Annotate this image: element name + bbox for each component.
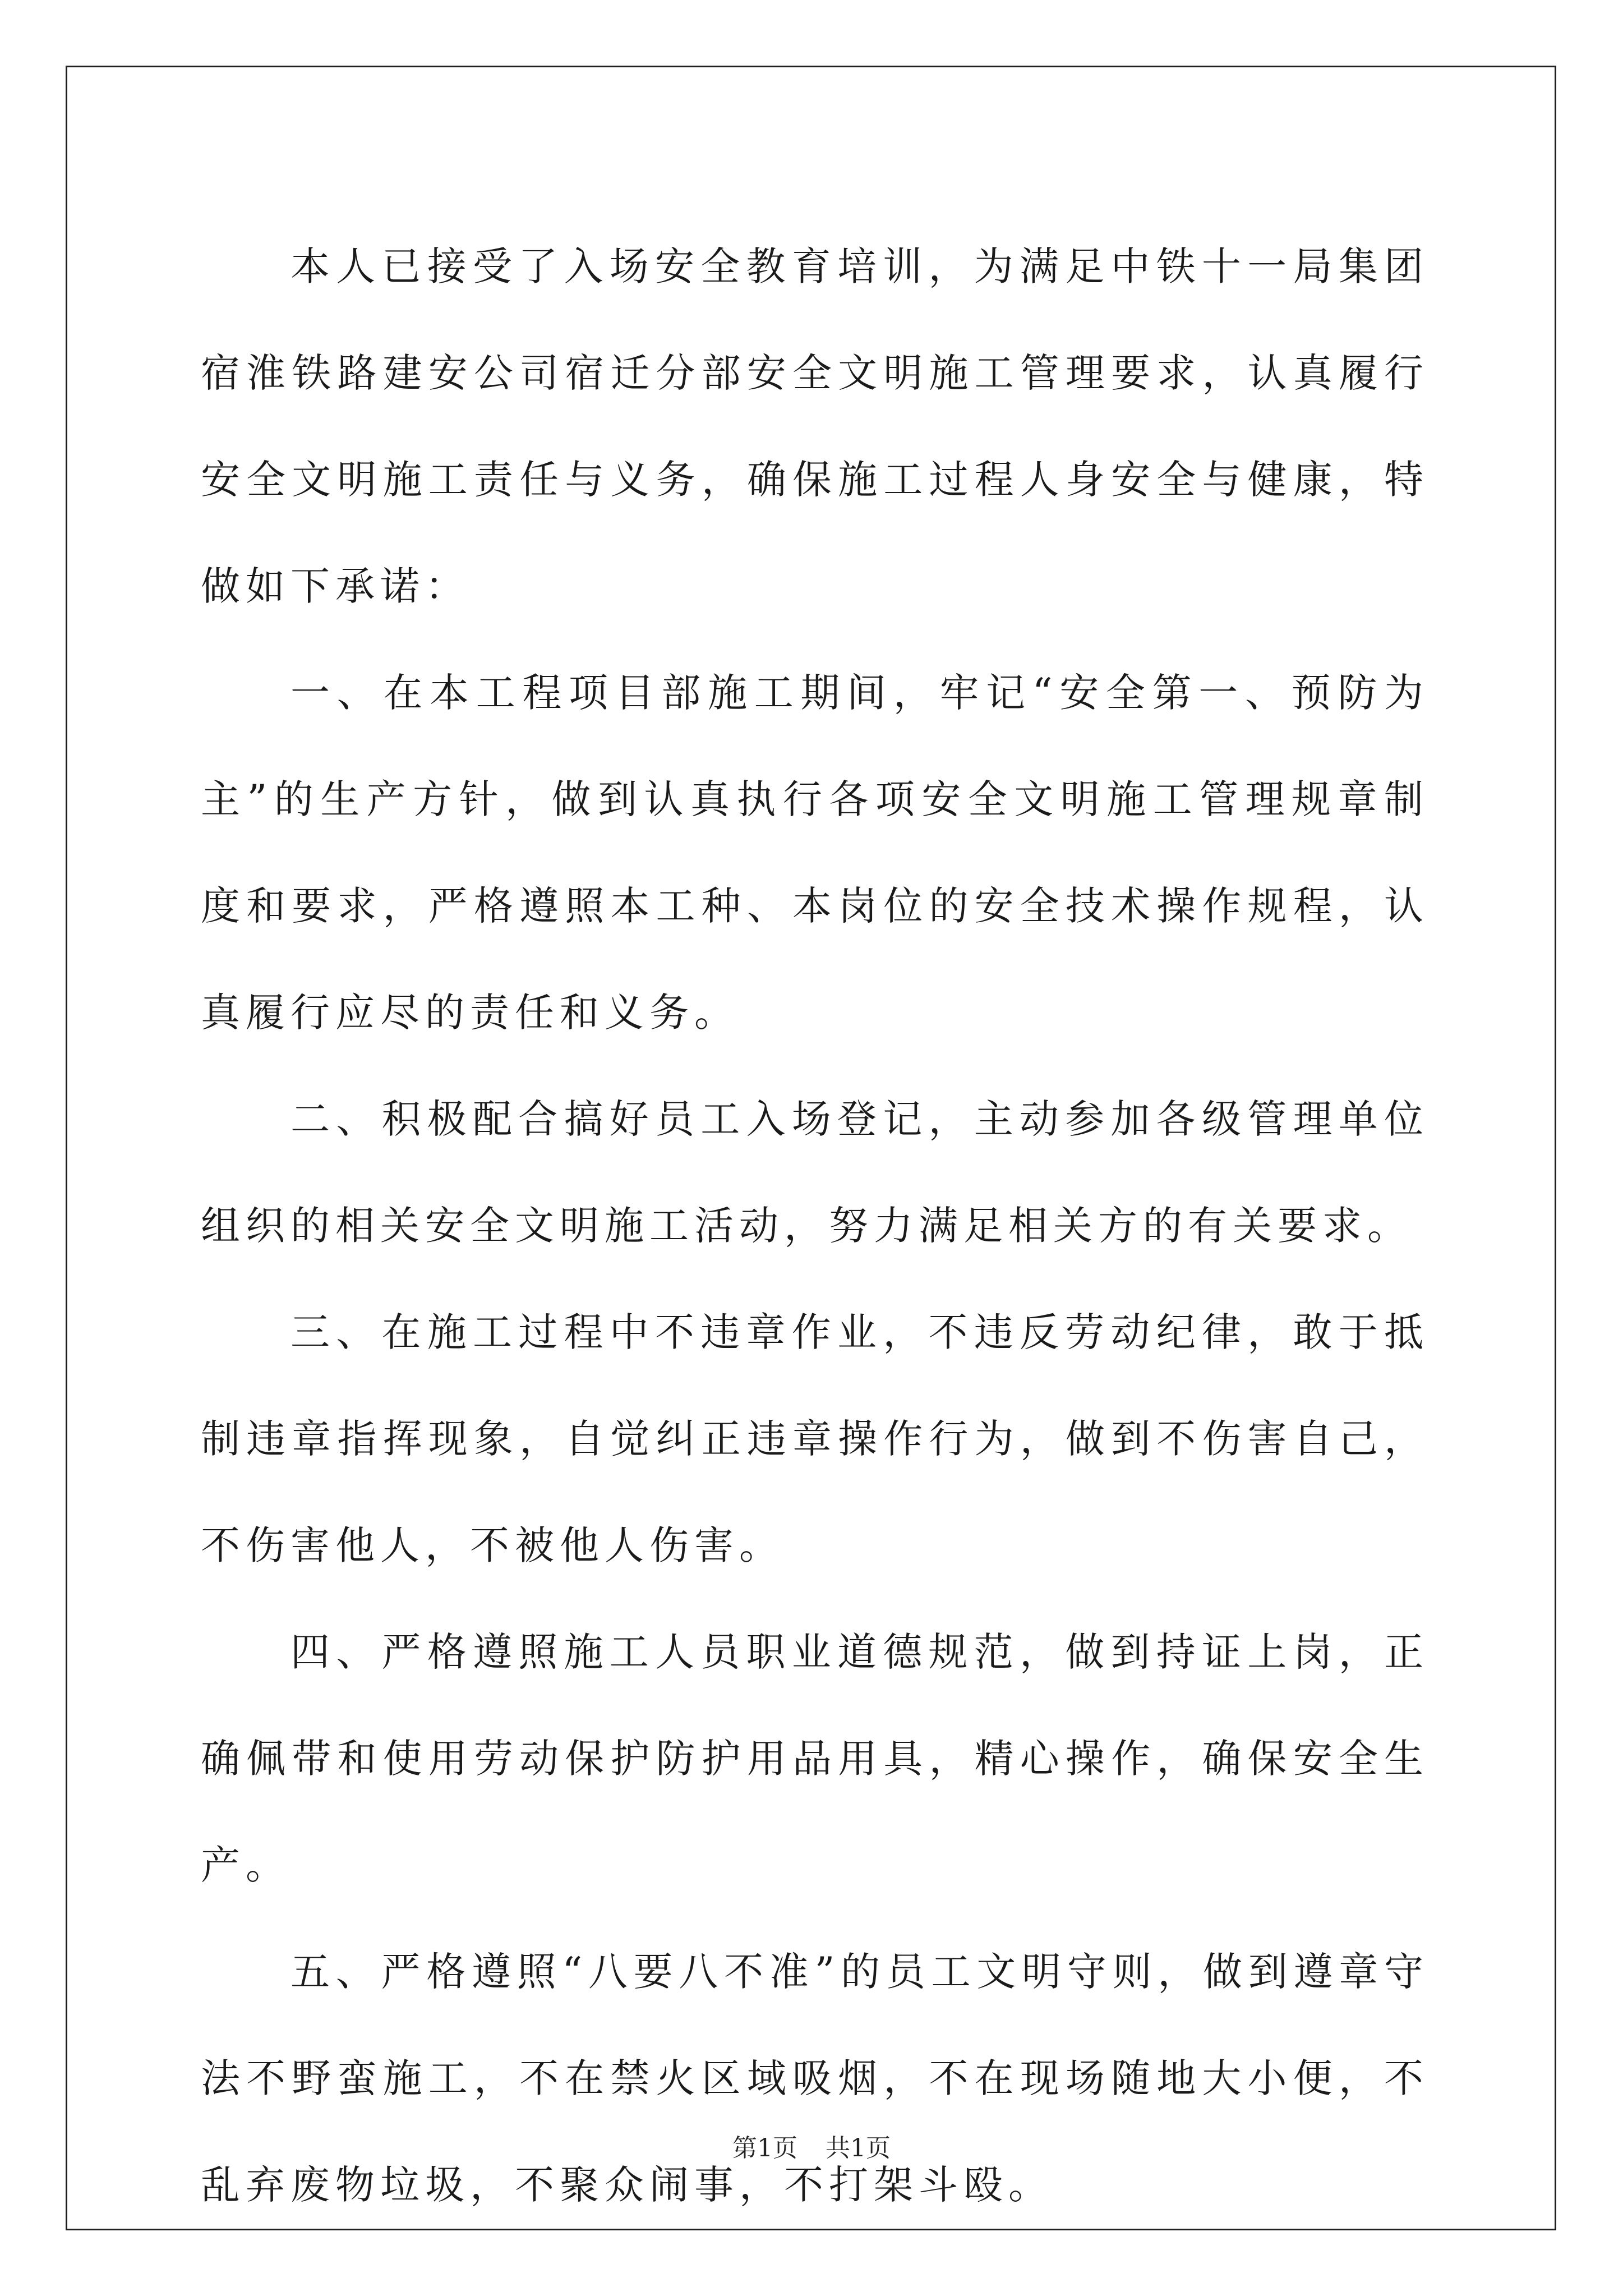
paragraph-item-3: 三、在施工过程中不违章作业，不违反劳动纪律，敢于抵制违章指挥现象，自觉纠正违章操作行为，做到不伤害自己，不伤害他人，不被他人伤害。 <box>201 1309 1429 1568</box>
page-footer <box>0 2132 1623 2165</box>
document-body <box>201 213 1429 2238</box>
paragraph-item-4: 四、严格遵照施工人员职业道德规范，做到持证上岗，正确佩带和使用劳动保护防护用品用具，精心操作，确保安全生产。 <box>201 1629 1429 1888</box>
paragraph-item-5: 五、严格遵照“八要八不准”的员工文明守则，做到遵章守法不野蛮施工，不在禁火区域吸烟，不在现场随地大小便，不乱弃废物垃圾，不聚众闹事，不打架斗殴。 <box>201 1949 1429 2208</box>
paragraph-intro: 本人已接受了入场安全教育培训，为满足中铁十一局集团宿淮铁路建安公司宿迁分部安全文明施工管理要求，认真履行安全文明施工责任与义务，确保施工过程人身安全与健康，特做如下承诺： <box>201 243 1429 609</box>
page-number: 第1页 <box>732 2134 797 2162</box>
paragraph-item-1: 一、在本工程项目部施工期间，牢记“安全第一、预防为主”的生产方针，做到认真执行各项安全文明施工管理规章制度和要求，严格遵照本工种、本岗位的安全技术操作规程，认真履行应尽的责任和义务。 <box>201 670 1429 1036</box>
paragraph-item-2: 二、积极配合搞好员工入场登记，主动参加各级管理单位组织的相关安全文明施工活动，努力满足相关方的有关要求。 <box>201 1096 1429 1249</box>
page-total: 共1页 <box>826 2134 891 2162</box>
